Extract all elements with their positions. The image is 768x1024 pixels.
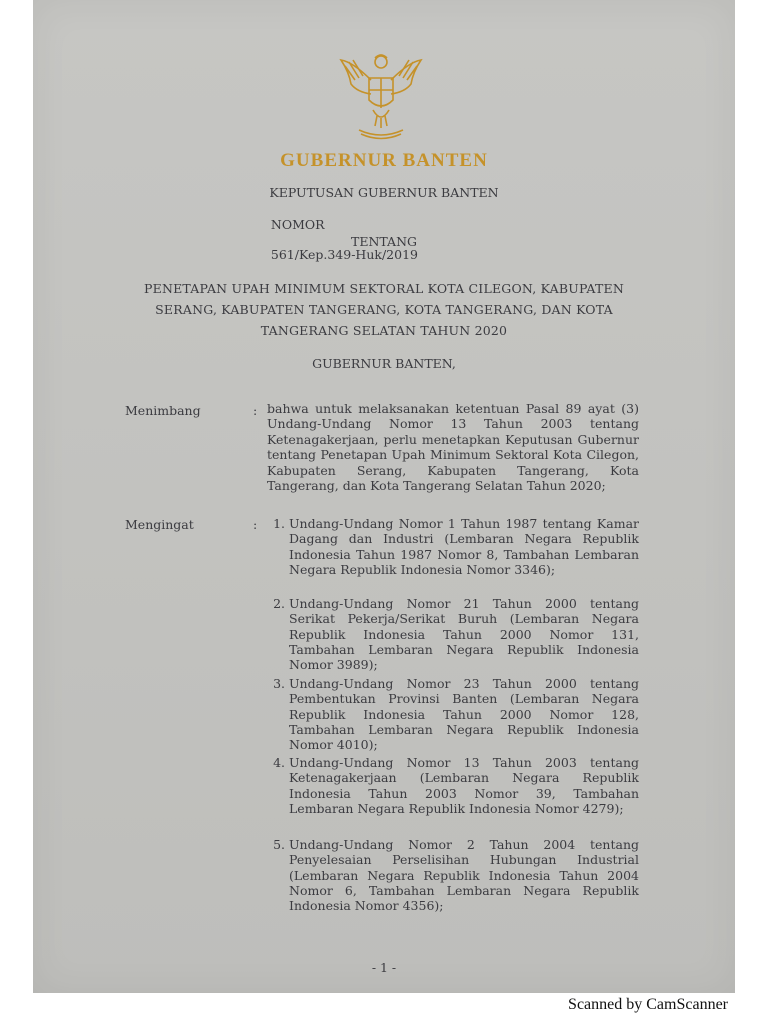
item-number: 2. [273, 596, 285, 611]
scanner-watermark: Scanned by CamScanner [568, 996, 728, 1013]
number-label: NOMOR [270, 217, 325, 232]
mengingat-item-2 [261, 596, 639, 672]
mengingat-label: Mengingat [125, 517, 194, 532]
about-heading: TENTANG [350, 234, 417, 249]
item-number: 3. [273, 676, 285, 691]
mengingat-item-1 [261, 516, 639, 577]
mengingat-item-5 [261, 837, 639, 913]
menimbang-text: bahwa untuk melaksanakan ketentuan Pasal 89 ayat (3) Undang-Undang Nomor 13 Tahun 2003 tentang Ketenagakerjaan, perlu menetapkan Keputusan Gubernur tentang Penetapan Upah Minimum Sektoral Kota Cilegon, Kabupaten Serang, Kabupaten Tangerang, Kota Tangerang, dan Kota Tangerang Selatan Tahun 2020; [267, 401, 639, 494]
item-text: Undang-Undang Nomor 13 Tahun 2003 tentang Ketenagakerjaan (Lembaran Negara Republik Indonesia Tahun 2003 Nomor 39, Tambahan Lembaran Negara Republik Indonesia Nomor 4279); [289, 755, 639, 816]
menimbang-label: Menimbang [125, 403, 201, 418]
mengingat-colon: : [253, 517, 258, 532]
page-number: - 1 - [371, 960, 397, 975]
decree-subject: PENETAPAN UPAH MINIMUM SEKTORAL KOTA CILEGON, KABUPATEN SERANG, KABUPATEN TANGERANG, KOTA TANGERANG, DAN KOTA TANGERANG SELATAN TAHUN 2020 [144, 281, 624, 338]
item-text: Undang-Undang Nomor 23 Tahun 2000 tentang Pembentukan Provinsi Banten (Lembaran Negara Republik Indonesia Tahun 2000 Nomor 128, Tambahan Lembaran Negara Republik Indonesia Nomor 4010); [289, 676, 639, 753]
number-value: 561/Kep.349-Huk/2019 [270, 247, 418, 262]
garuda-emblem-icon [331, 50, 431, 142]
item-text: Undang-Undang Nomor 21 Tahun 2000 tentang Serikat Pekerja/Serikat Buruh (Lembaran Negara Republik Indonesia Tahun 2000 Nomor 131, Tambahan Lembaran Negara Republik Indonesia Nomor 3989); [289, 596, 639, 673]
item-text: Undang-Undang Nomor 2 Tahun 2004 tentang Penyelesaian Perselisihan Hubungan Industrial (Lembaran Negara Republik Indonesia Tahun 2004 Nomor 6, Tambahan Lembaran Negara Republik Indonesia Nomor 4356); [289, 837, 639, 914]
mengingat-item-4 [261, 755, 639, 816]
item-number: 5. [273, 837, 285, 852]
menimbang-colon: : [253, 403, 258, 418]
item-number: 4. [273, 755, 285, 770]
mengingat-item-3 [261, 676, 639, 752]
item-number: 1. [273, 516, 285, 531]
item-text: Undang-Undang Nomor 1 Tahun 1987 tentang Kamar Dagang dan Industri (Lembaran Negara Republik Indonesia Tahun 1987 Nomor 8, Tambahan Lembaran Negara Republik Indonesia Nomor 3346); [289, 516, 639, 577]
decree-title: KEPUTUSAN GUBERNUR BANTEN [269, 185, 499, 200]
office-title: GUBERNUR BANTEN [280, 150, 488, 171]
scanned-page [33, 0, 735, 993]
issuer-heading: GUBERNUR BANTEN, [312, 356, 456, 371]
